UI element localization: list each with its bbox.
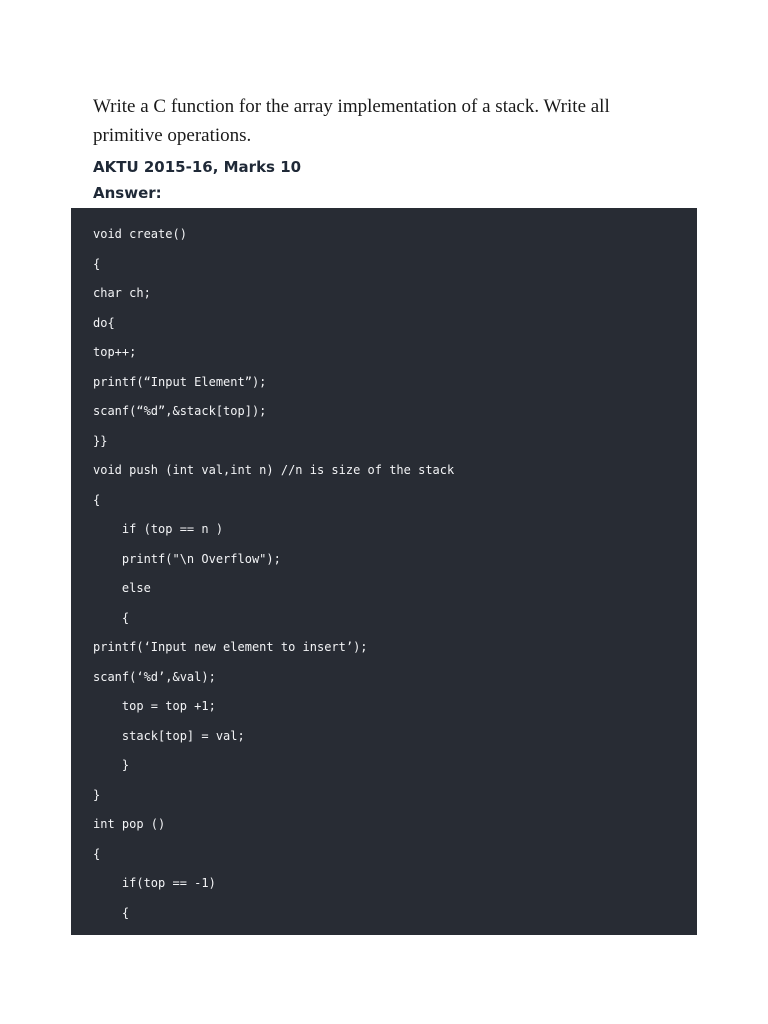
code-line: printf(‘Input new element to insert’); [93,640,368,654]
code-line: do{ [93,315,115,330]
code-line: stack[top] = val; [93,728,245,743]
code-line: char ch; [93,286,151,300]
code-line: int pop () [93,817,166,831]
code-line: } [93,787,101,802]
code-line: void push (int val,int n) //n is size of the stack [93,463,455,477]
code-line: scanf(‘%d’,&val); [93,669,216,684]
code-line: void create() [93,227,187,241]
code-line: else [93,581,151,595]
code-line: } [93,758,130,772]
code-line: top++; [93,345,137,359]
code-line: top = top +1; [93,699,216,713]
code-line: printf("\n Overflow"); [93,551,281,566]
code-line: printf(“Input Element”); [93,374,267,389]
code-line: if (top == n ) [93,522,224,536]
code-line: { [93,492,101,507]
code-line: { [93,846,101,861]
question-text: Write a C function for the array implementation of a stack. Write all primitive operations. [93,96,610,146]
code-line: { [93,610,130,625]
answer-label: Answer: [93,184,162,202]
exam-source: AKTU 2015-16, Marks 10 [93,158,302,176]
code-line: { [93,905,130,920]
code-line: if(top == -1) [93,876,216,890]
code-block [71,208,697,935]
code-line: }} [93,433,108,448]
code-line: scanf(“%d”,&stack[top]); [93,404,267,418]
code-line: { [93,256,101,271]
